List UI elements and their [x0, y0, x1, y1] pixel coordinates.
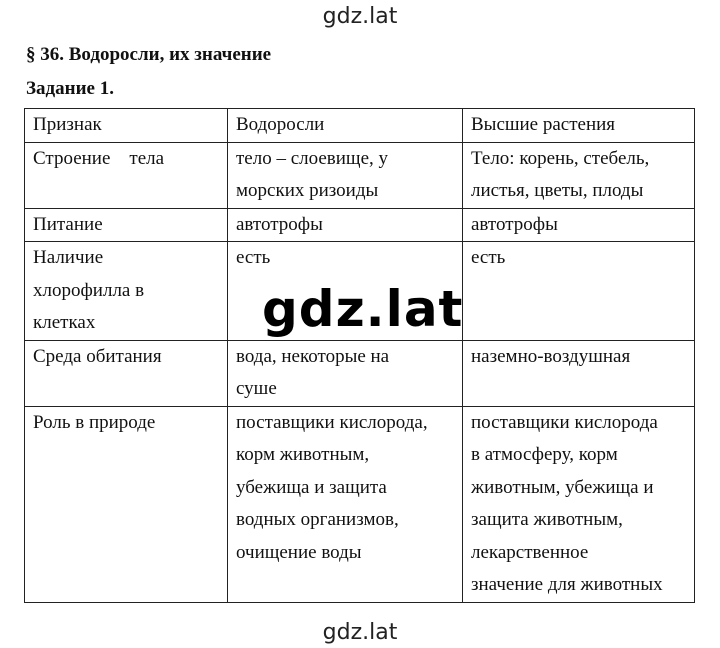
header-higher-plants: Высшие растения [463, 109, 695, 143]
cell-line: очищение воды [236, 541, 362, 563]
cell-feature [25, 142, 228, 208]
header-feature: Признак [25, 109, 228, 143]
cell-feature [25, 208, 228, 242]
table-row [25, 340, 695, 406]
cell-line: вода, некоторые на [236, 345, 390, 367]
cell-higher-plants [463, 406, 695, 602]
cell-line: Тело: корень, стебель, [471, 147, 650, 169]
cell-line: Среда обитания [33, 345, 162, 367]
cell-line: есть [471, 247, 506, 268]
cell-higher-plants [463, 242, 695, 341]
cell-feature [25, 406, 228, 602]
cell-line: в атмосферу, корм [471, 444, 618, 465]
cell-line: суше [236, 378, 277, 399]
table-header-row [25, 109, 695, 143]
cell-line: убежища и защита [236, 476, 387, 498]
cell-line: листья, цветы, плоды [471, 180, 644, 201]
cell-algae [228, 406, 463, 602]
cell-algae [228, 208, 463, 242]
header-algae: Водоросли [228, 109, 463, 143]
cell-line: лекарственное [471, 541, 589, 563]
cell-line: Роль в природе [33, 411, 156, 433]
cell-line: тело – слоевище, у [236, 147, 388, 169]
watermark-center: gdz.lat [262, 280, 464, 338]
comparison-table [24, 108, 695, 603]
cell-line: Строение тела [33, 147, 165, 169]
table-row [25, 406, 695, 602]
cell-higher-plants [463, 208, 695, 242]
cell-line: водных организмов, [236, 509, 399, 530]
task-title: Задание 1. [26, 78, 114, 99]
cell-line: морских ризоиды [236, 180, 379, 201]
cell-line: наземно-воздушная [471, 345, 631, 367]
watermark-bottom: gdz.lat [322, 620, 398, 645]
cell-line: поставщики кислорода [471, 411, 658, 433]
cell-line: есть [236, 247, 271, 268]
cell-line: автотрофы [236, 213, 323, 235]
table-row [25, 208, 695, 242]
cell-feature [25, 340, 228, 406]
cell-algae [228, 142, 463, 208]
watermark-top: gdz.lat [322, 4, 398, 29]
cell-higher-plants [463, 142, 695, 208]
cell-line: хлорофилла в [33, 279, 145, 301]
cell-line: Питание [33, 213, 103, 235]
cell-line: животным, убежища и [471, 476, 654, 498]
cell-line: корм животным, [236, 444, 370, 465]
cell-line: автотрофы [471, 213, 558, 235]
cell-line: клетках [33, 312, 96, 333]
cell-feature [25, 242, 228, 341]
cell-line: значение для животных [471, 574, 663, 595]
section-title: § 36. Водоросли, их значение [26, 44, 272, 65]
cell-line: защита животным, [471, 509, 623, 530]
cell-algae [228, 340, 463, 406]
cell-line: поставщики кислорода, [236, 411, 428, 433]
cell-higher-plants [463, 340, 695, 406]
table-row [25, 142, 695, 208]
cell-line: Наличие [33, 247, 104, 268]
